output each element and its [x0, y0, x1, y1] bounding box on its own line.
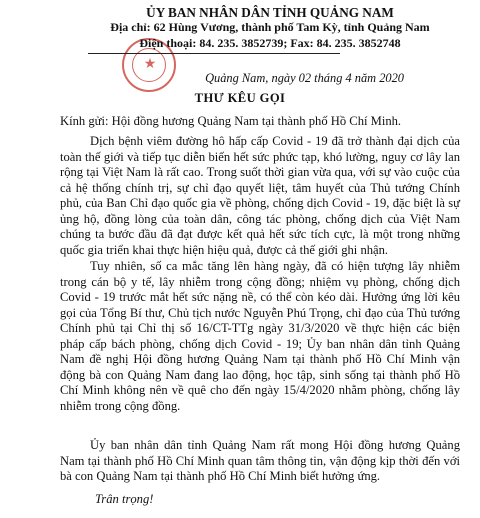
- paragraph-line: động bà con Quảng Nam đang lao động, học tập, sinh sống tại thành phố Hồ: [60, 367, 460, 382]
- paragraph-2: [60, 259, 460, 414]
- star-icon: ★: [143, 57, 157, 72]
- header-org-name: ỦY BAN NHÂN DÂN TỈNH QUẢNG NAM: [146, 5, 394, 20]
- header-phone-fax: Điện thoại: 84. 235. 3852739; Fax: 84. 235. 3852748: [139, 36, 401, 50]
- paragraph-line: rộng tại Việt Nam là rất cao. Trong suốt thời gian vừa qua, với sự vào cuộc của: [60, 165, 460, 179]
- date-line: Quảng Nam, ngày 02 tháng 4 năm 2020: [205, 71, 404, 85]
- header-divider: [88, 53, 340, 54]
- salutation: Kính gửi: Hội đồng hương Quảng Nam tại thành phố Hồ Chí Minh.: [60, 114, 402, 128]
- paragraph-line: ủng hộ, đồng lòng của toàn dân, công tác phòng, chống dịch của Việt Nam: [60, 211, 460, 226]
- paragraph-line: pháp cấp bách phòng, chống dịch Covid - 19; Ủy ban nhân dân tỉnh Quảng: [60, 336, 460, 351]
- paragraph-line: toàn thế giới và tiếp tục diễn biến hết sức phức tạp, khó lường, nguy cơ lây lan: [60, 149, 460, 164]
- paragraph-line: quốc gia triển khai thực hiện hiệu quả, được cả thế giới ghi nhận.: [60, 242, 389, 257]
- paragraph-line: Nam đề nghị Hội đồng hương Quảng Nam tại thành phố Hồ Chí Minh vận: [60, 352, 460, 366]
- paragraph-line: chúng ta bước đầu đã đạt được kết quả hết sức tích cực, là một trong những: [60, 227, 460, 241]
- paragraph-line: cả hệ thống chính trị, sự chỉ đạo quyết liệt, tâm huyết của Thủ tướng Chính: [60, 180, 460, 195]
- paragraph-line: Dịch bệnh viêm đường hô hấp cấp Covid - 19 đã trở thành đại dịch của: [90, 134, 460, 148]
- paragraph-line: trong cán bộ y tế, lây nhiễm trong cộng đồng; nhiệm vụ phòng, chống dịch: [60, 274, 460, 289]
- header-address: Địa chỉ: 62 Hùng Vương, thành phố Tam Kỳ, tỉnh Quảng Nam: [110, 20, 430, 34]
- paragraph-line: bà con Quảng Nam tại thành phố Hồ Chí Minh biết hưởng ứng.: [60, 469, 381, 483]
- document-title: THƯ KÊU GỌI: [194, 91, 286, 105]
- paragraph-3: [60, 438, 460, 485]
- paragraph-line: Covid - 19 trước mắt hết sức nặng nề, có thể còn kéo dài. Hưởng ứng lời kêu: [60, 290, 460, 304]
- paragraph-1: [60, 134, 460, 258]
- closing-line: Trân trọng!: [95, 492, 154, 506]
- paragraph-line: nhiễm trong cộng đồng.: [60, 398, 181, 413]
- paragraph-line: Nam tại thành phố Hồ Chí Minh quan tâm thông tin, vận động kịp thời đến với: [60, 453, 460, 468]
- paragraph-line: Ủy ban nhân dân tỉnh Quảng Nam rất mong Hội đồng hương Quảng: [90, 438, 460, 452]
- paragraph-line: Tuy nhiên, số ca mắc tăng lên hàng ngày, đã có hiện tượng lây nhiễm: [90, 259, 460, 273]
- paragraph-line: Chí Minh không nên về quê cho đến ngày 15/4/2020 nhằm phòng, chống lây: [60, 383, 460, 397]
- paragraph-line: gọi của Tổng Bí thư, Chủ tịch nước Nguyễn Phú Trọng, chỉ đạo của Thủ tướng: [60, 305, 460, 320]
- paragraph-line: Chính phủ tại Chỉ thị số 16/CT-TTg ngày 31/3/2020 về thực hiện các biện: [60, 321, 460, 335]
- paragraph-line: phủ, của Ban Chỉ đạo quốc gia về phòng, chống dịch Covid - 19, đặc biệt là sự: [60, 196, 460, 210]
